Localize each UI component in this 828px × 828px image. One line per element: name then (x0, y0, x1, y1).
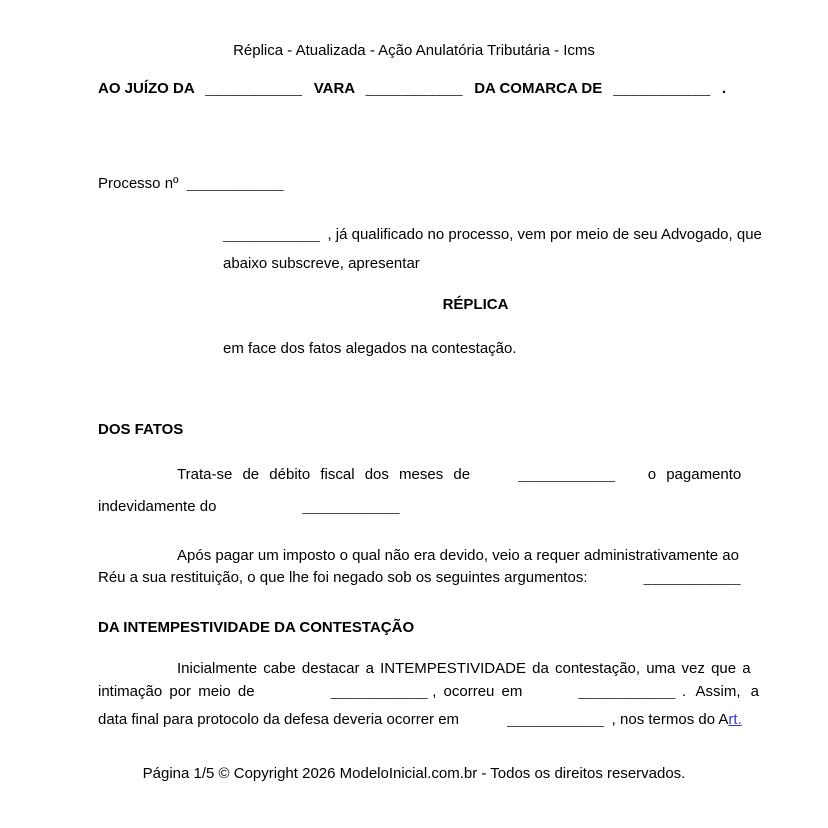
blank-meio-intimacao: ___________ (330, 683, 429, 700)
processo-label: Processo nº (98, 175, 179, 192)
fatos-p1-line-2 (98, 498, 400, 515)
blank-argumentos: ___________ (643, 569, 741, 586)
section-heading-dos-fatos: DOS FATOS (98, 421, 184, 438)
blank-processo-number: ___________ (186, 175, 284, 192)
fatos-p2-line-2 (98, 569, 741, 586)
intempestividade-text-c: . Assim, a (682, 683, 760, 700)
replica-subject: em face dos fatos alegados na contestação. (223, 340, 517, 357)
intempestividade-text-a: intimação por meio de (98, 683, 255, 700)
addressing-line (98, 80, 726, 97)
addressing-vara: VARA (313, 80, 355, 97)
fatos-p1-text-c: indevidamente do (98, 498, 217, 515)
intro-text: , já qualificado no processo, vem por meio de seu Advogado, que (327, 226, 762, 243)
intempestividade-text-b: , ocorreu em (432, 683, 523, 700)
fatos-p2-text: Réu a sua restituição, o que lhe foi negado sob os seguintes argumentos: (98, 569, 588, 586)
addressing-period: . (721, 80, 727, 97)
intempestividade-line-3 (98, 711, 742, 728)
fatos-p1-line-1 (177, 466, 741, 483)
intro-line-2: abaixo subscreve, apresentar (223, 255, 420, 272)
addressing-comarca: DA COMARCA DE (474, 80, 603, 97)
intempestividade-line-2 (98, 683, 759, 700)
art-link[interactable]: rt. (728, 711, 742, 728)
intempestividade-text-e: , nos termos do A (611, 711, 729, 728)
addressing-court: AO JUÍZO DA (98, 80, 195, 97)
blank-vara-number: ___________ (205, 80, 303, 97)
blank-meses: ___________ (518, 466, 616, 483)
fatos-p2-line-1: Após pagar um imposto o qual não era devido, veio a requer administrativamente ao (177, 547, 739, 564)
intro-line-1 (223, 226, 762, 243)
blank-party-name: ___________ (223, 226, 321, 243)
blank-comarca-name: ___________ (613, 80, 711, 97)
blank-data-intimacao: ___________ (578, 683, 676, 700)
document-title: Réplica - Atualizada - Ação Anulatória Tributária - Icms (233, 42, 595, 59)
replica-heading: RÉPLICA (442, 296, 509, 313)
intempestividade-line-1: Inicialmente cabe destacar a INTEMPESTIVIDADE da contestação, uma vez que a (177, 660, 751, 677)
processo-line (98, 175, 284, 192)
intempestividade-text-d: data final para protocolo da defesa deveria ocorrer em (98, 711, 460, 728)
fatos-p1-text-b: o pagamento (647, 466, 742, 483)
fatos-p1-text-a: Trata-se de débito fiscal dos meses de (177, 466, 471, 483)
page-footer: Página 1/5 © Copyright 2026 ModeloInicial.com.br - Todos os direitos reservados. (142, 765, 686, 782)
blank-data-final: ___________ (507, 711, 605, 728)
section-heading-intempestividade: DA INTEMPESTIVIDADE DA CONTESTAÇÃO (98, 619, 415, 636)
blank-vara-type: ___________ (365, 80, 464, 97)
blank-tributo: ___________ (302, 498, 400, 515)
